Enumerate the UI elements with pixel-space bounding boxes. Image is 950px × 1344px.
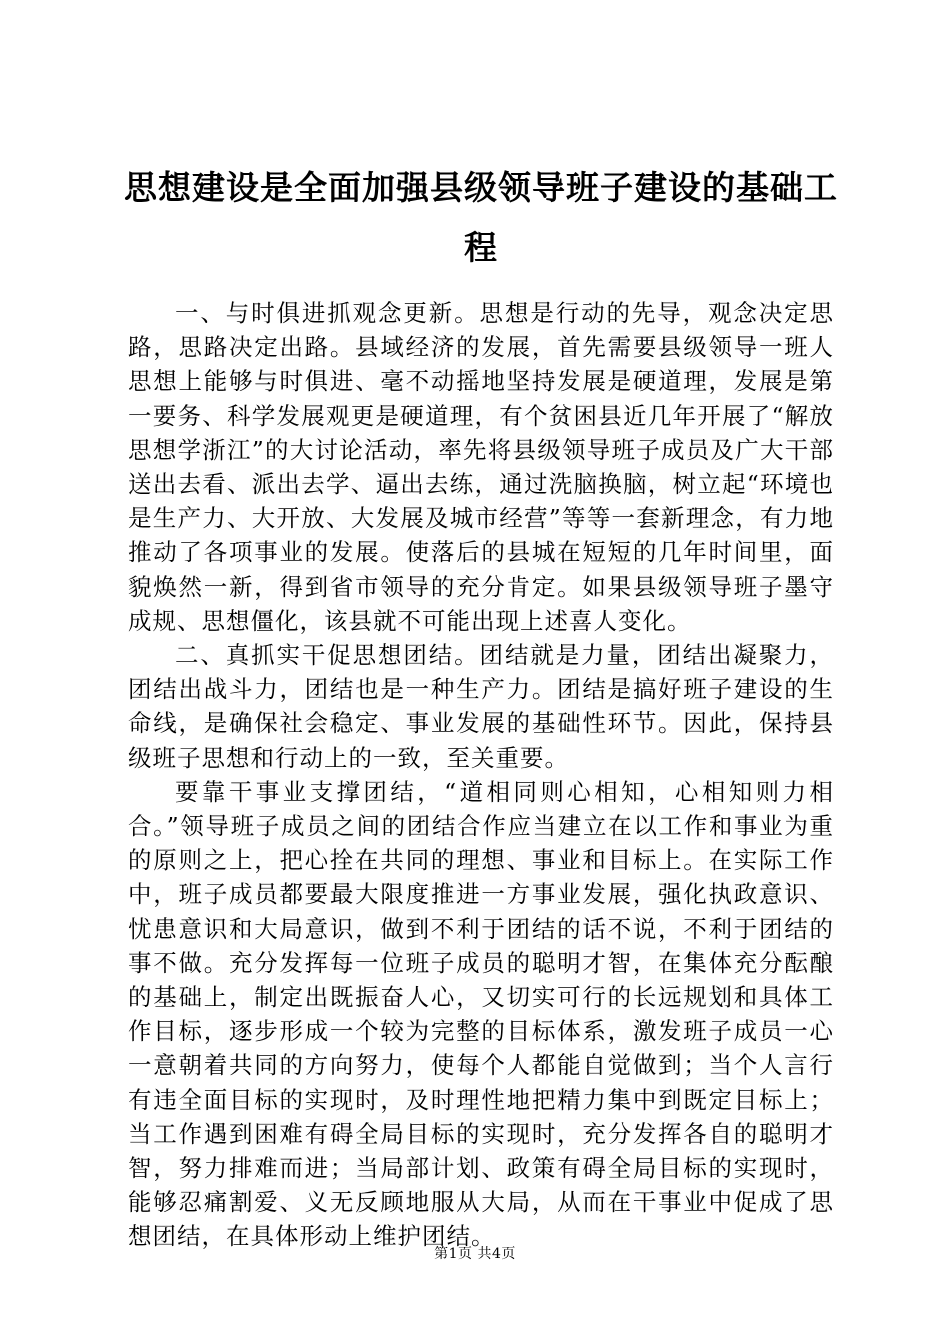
document-body [128, 296, 834, 1254]
page-footer: 第1页 共4页 [434, 1246, 516, 1262]
document-page [124, 0, 838, 1344]
paragraph-1: 一、与时俱进抓观念更新。思想是行动的先导，观念决定思路，思路决定出路。县域经济的发展，首先需要县级领导一班人思想上能够与时俱进、毫不动摇地坚持发展是硬道理，发展是第一要务、科学发展观更是硬道理，有个贫困县近几年开展了“解放思想学浙江”的大讨论活动，率先将县级领导班子成员及广大干部送出去看、派出去学、逼出去练，通过洗脑换脑，树立起“环境也是生产力、大开放、大发展及城市经营”等等一套新理念，有力地推动了各项事业的发展。使落后的县城在短短的几年时间里，面貌焕然一新，得到省市领导的充分肯定。如果县级领导班子墨守成规、思想僵化，该县就不可能出现上述喜人变化。 [128, 299, 834, 635]
paragraph-3: 要靠干事业支撑团结，“道相同则心相知，心相知则力相合。”领导班子成员之间的团结合作应当建立在以工作和事业为重的原则之上，把心拴在共同的理想、事业和目标上。在实际工作中，班子成员都要最大限度推进一方事业发展，强化执政意识、忧患意识和大局意识，做到不利于团结的话不说，不利于团结的事不做。充分发挥每一位班子成员的聪明才智，在集体充分酝酿的基础上，制定出既振奋人心，又切实可行的长远规划和具体工作目标，逐步形成一个较为完整的目标体系，激发班子成员一心一意朝着共同的方向努力，使每个人都能自觉做到；当个人言行有违全面目标的实现时，及时理性地把精力集中到既定目标上；当工作遇到困难有碍全局目标的实现时，充分发挥各自的聪明才智，努力排难而进；当局部计划、政策有碍全局目标的实现时，能够忍痛割爱、义无反顾地服从大局，从而在干事业中促成了思想团结，在具体形动上维护团结。 [128, 777, 834, 1251]
paragraph-2: 二、真抓实干促思想团结。团结就是力量，团结出凝聚力，团结出战斗力，团结也是一种生产力。团结是搞好班子建设的生命线，是确保社会稳定、事业发展的基础性环节。因此，保持县级班子思想和行动上的一致，至关重要。 [128, 641, 834, 772]
document-title: 思想建设是全面加强县级领导班子建设的基础工程 [124, 168, 838, 267]
